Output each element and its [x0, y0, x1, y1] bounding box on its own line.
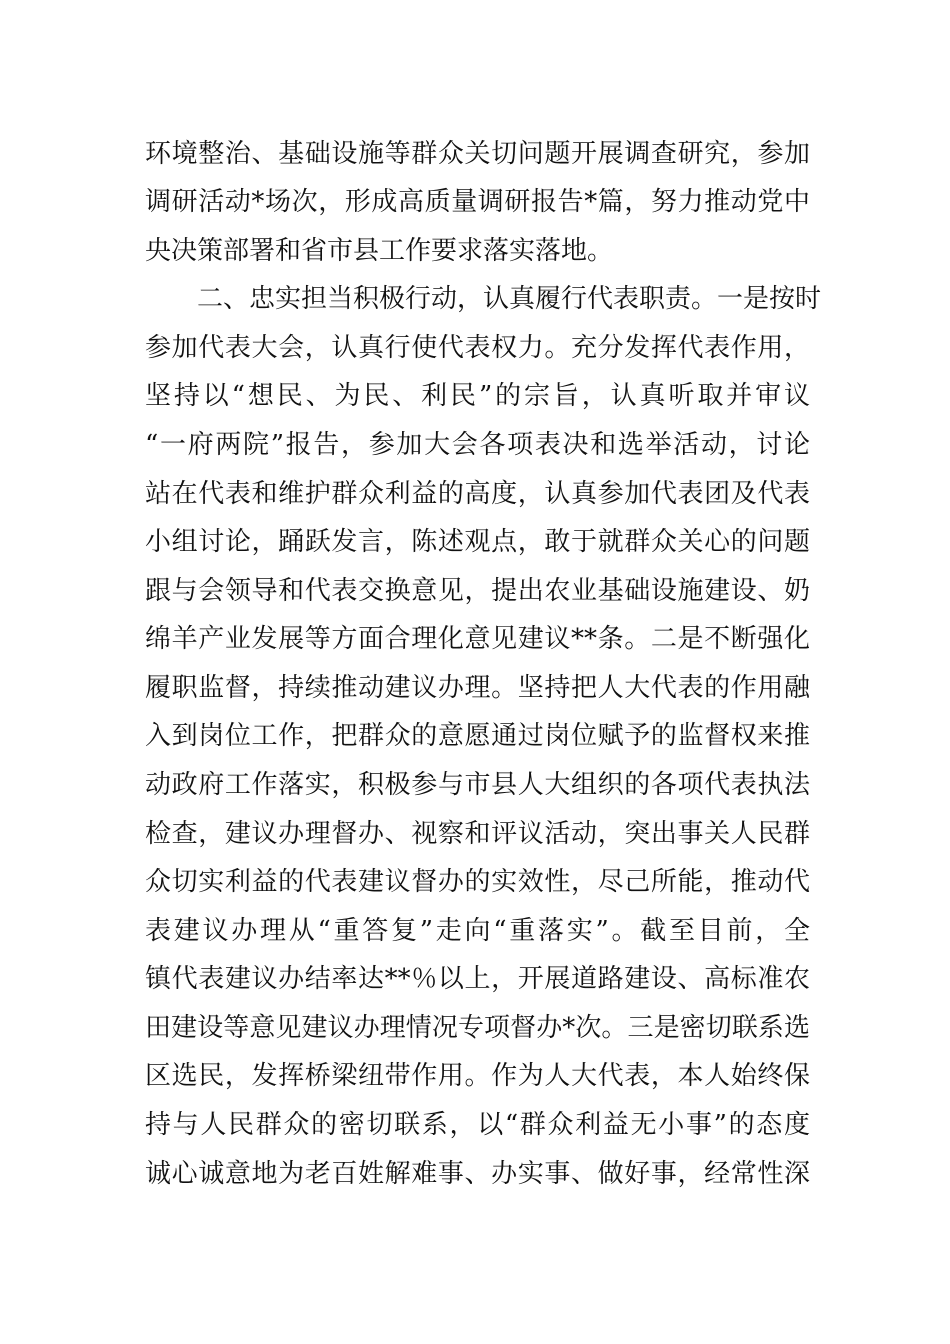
paragraph-heading-line: 二、忠实担当积极行动，认真履行代表职责。一是按时 — [197, 284, 822, 314]
text-line: 镇代表建议办结率达**％以上，开展道路建设、高标准农 — [145, 964, 810, 994]
text-line: 表建议办理从“重答复”走向“重落实”。截至目前，全 — [145, 916, 810, 946]
text-line: 环境整治、基础设施等群众关切问题开展调查研究，参加 — [145, 139, 810, 169]
text-line: 站在代表和维护群众利益的高度，认真参加代表团及代表 — [145, 479, 810, 509]
text-line: 坚持以“想民、为民、利民”的宗旨，认真听取并审议 — [145, 381, 810, 411]
text-line: 履职监督，持续推动建议办理。坚持把人大代表的作用融 — [145, 673, 810, 703]
text-line: 参加代表大会，认真行使代表权力。充分发挥代表作用， — [145, 333, 810, 363]
text-line: 区选民，发挥桥梁纽带作用。作为人大代表，本人始终保 — [145, 1061, 810, 1091]
text-line: 小组讨论，踊跃发言，陈述观点，敢于就群众关心的问题 — [145, 527, 810, 557]
text-line: 持与人民群众的密切联系，以“群众利益无小事”的态度 — [145, 1110, 810, 1140]
text-line: 央决策部署和省市县工作要求落实落地。 — [145, 236, 614, 266]
text-line: 动政府工作落实，积极参与市县人大组织的各项代表执法 — [145, 770, 810, 800]
text-line: 跟与会领导和代表交换意见，提出农业基础设施建设、奶 — [145, 576, 810, 606]
text-line: 众切实利益的代表建议督办的实效性，尽己所能，推动代 — [145, 867, 810, 897]
text-line: 入到岗位工作，把群众的意愿通过岗位赋予的监督权来推 — [145, 721, 810, 751]
text-line: “一府两院”报告，参加大会各项表决和选举活动，讨论 — [145, 430, 810, 460]
text-line: 田建设等意见建议办理情况专项督办*次。三是密切联系选 — [145, 1013, 810, 1043]
text-line: 检查，建议办理督办、视察和评议活动，突出事关人民群 — [145, 819, 810, 849]
text-line: 调研活动*场次，形成高质量调研报告*篇，努力推动党中 — [145, 187, 810, 217]
text-line: 绵羊产业发展等方面合理化意见建议**条。二是不断强化 — [145, 624, 810, 654]
text-line: 诚心诚意地为老百姓解难事、办实事、做好事，经常性深 — [145, 1159, 810, 1189]
